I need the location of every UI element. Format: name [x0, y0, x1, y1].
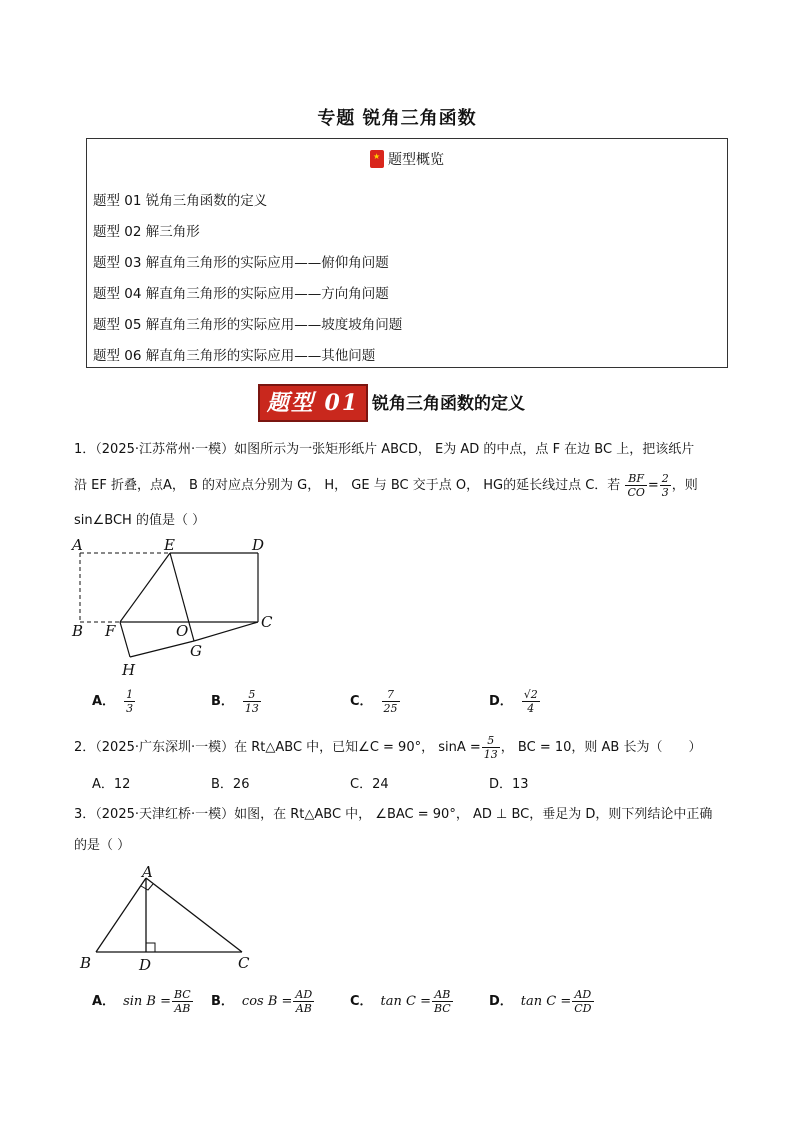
fig3-label: B	[80, 954, 92, 972]
q1-line2: 沿 EF 折叠，点A， B 的对应点分别为 G， H， GE 与 BC 交于点 O， HG的延长线过点 C．若 $\frac{BF}{CO}$ = $\frac{2}{3}$ ，则	[74, 472, 698, 499]
overview-item[interactable]: 题型 03 解直角三角形的实际应用——俯仰角问题	[93, 255, 389, 271]
section-banner: 题型 01	[258, 384, 368, 422]
q2-option-b[interactable]: B．26	[211, 777, 250, 792]
overview-item[interactable]: 题型 05 解直角三角形的实际应用——坡度坡角问题	[93, 317, 403, 333]
q1-option-a[interactable]: A． $\frac{1}{3}$	[92, 688, 134, 715]
fig1-label: B	[72, 622, 84, 640]
q1-line3: sin∠BCH 的值是（ ）	[74, 513, 206, 528]
q2-option-a[interactable]: A．12	[92, 777, 131, 792]
overview-item[interactable]: 题型 01 锐角三角函数的定义	[93, 193, 268, 209]
fig3-label: C	[238, 954, 250, 972]
q1-ratio-fraction: $\frac{BF}{CO}$	[627, 472, 645, 499]
q1-ratio-value: $\frac{2}{3}$	[661, 472, 669, 499]
overview-item[interactable]: 题型 02 解三角形	[93, 224, 200, 240]
fig3-label: D	[139, 956, 152, 974]
fig1-label: C	[261, 613, 273, 631]
fig3-label: A	[142, 863, 153, 881]
overview-heading: ★题型概览	[87, 149, 727, 169]
q3-option-b[interactable]: B． cos B = $\frac{AD}{AB}$	[211, 988, 313, 1015]
q2-stem: 2．（2025·广东深圳·一模）在 Rt△ABC 中，已知∠C = 90°， sinA = $\frac{5}{13}$ ， BC = 10，则 AB 长为（ ）	[74, 734, 702, 761]
q3-line1: 3．（2025·天津红桥·一模）如图，在 Rt△ABC 中， ∠BAC = 90°， AD ⊥ BC，垂足为 D，则下列结论中正确	[74, 807, 713, 822]
overview-item[interactable]: 题型 06 解直角三角形的实际应用——其他问题	[93, 348, 376, 364]
fig1-label: A	[72, 536, 83, 554]
q1-option-b[interactable]: B． $\frac{5}{13}$	[211, 688, 259, 715]
overview-item[interactable]: 题型 04 解直角三角形的实际应用——方向角问题	[93, 286, 389, 302]
book-icon	[370, 150, 384, 168]
q2-option-d[interactable]: D．13	[489, 777, 529, 792]
q3-figure	[76, 862, 266, 974]
fig1-label: O	[176, 622, 189, 640]
q3-option-d[interactable]: D． tan C = $\frac{AD}{CD}$	[489, 988, 592, 1015]
q1-option-d[interactable]: D． $\frac{√2}{4}$	[489, 688, 538, 715]
page-title: 专题 锐角三角函数	[317, 108, 477, 129]
q3-option-a[interactable]: A． sin B = $\frac{BC}{AB}$	[92, 988, 191, 1015]
q1-figure	[70, 535, 290, 685]
q1-line1: 1．（2025·江苏常州·一模）如图所示为一张矩形纸片 ABCD， E为 AD 的中点，点 F 在边 BC 上，把该纸片	[74, 442, 695, 457]
fig1-label: D	[252, 536, 265, 554]
fig1-label: E	[164, 536, 175, 554]
fig1-label: F	[105, 622, 116, 640]
q3-option-c[interactable]: C． tan C = $\frac{AB}{BC}$	[350, 988, 451, 1015]
q2-option-c[interactable]: C．24	[350, 777, 389, 792]
overview-box	[86, 138, 728, 368]
q3-line2: 的是（ ）	[74, 838, 131, 853]
fig1-label: G	[190, 642, 202, 660]
q2-sin-fraction: $\frac{5}{13}$	[483, 734, 498, 761]
section-label: 锐角三角函数的定义	[372, 394, 525, 414]
fig1-label: H	[122, 661, 136, 679]
q1-option-c[interactable]: C． $\frac{7}{25}$	[350, 688, 398, 715]
